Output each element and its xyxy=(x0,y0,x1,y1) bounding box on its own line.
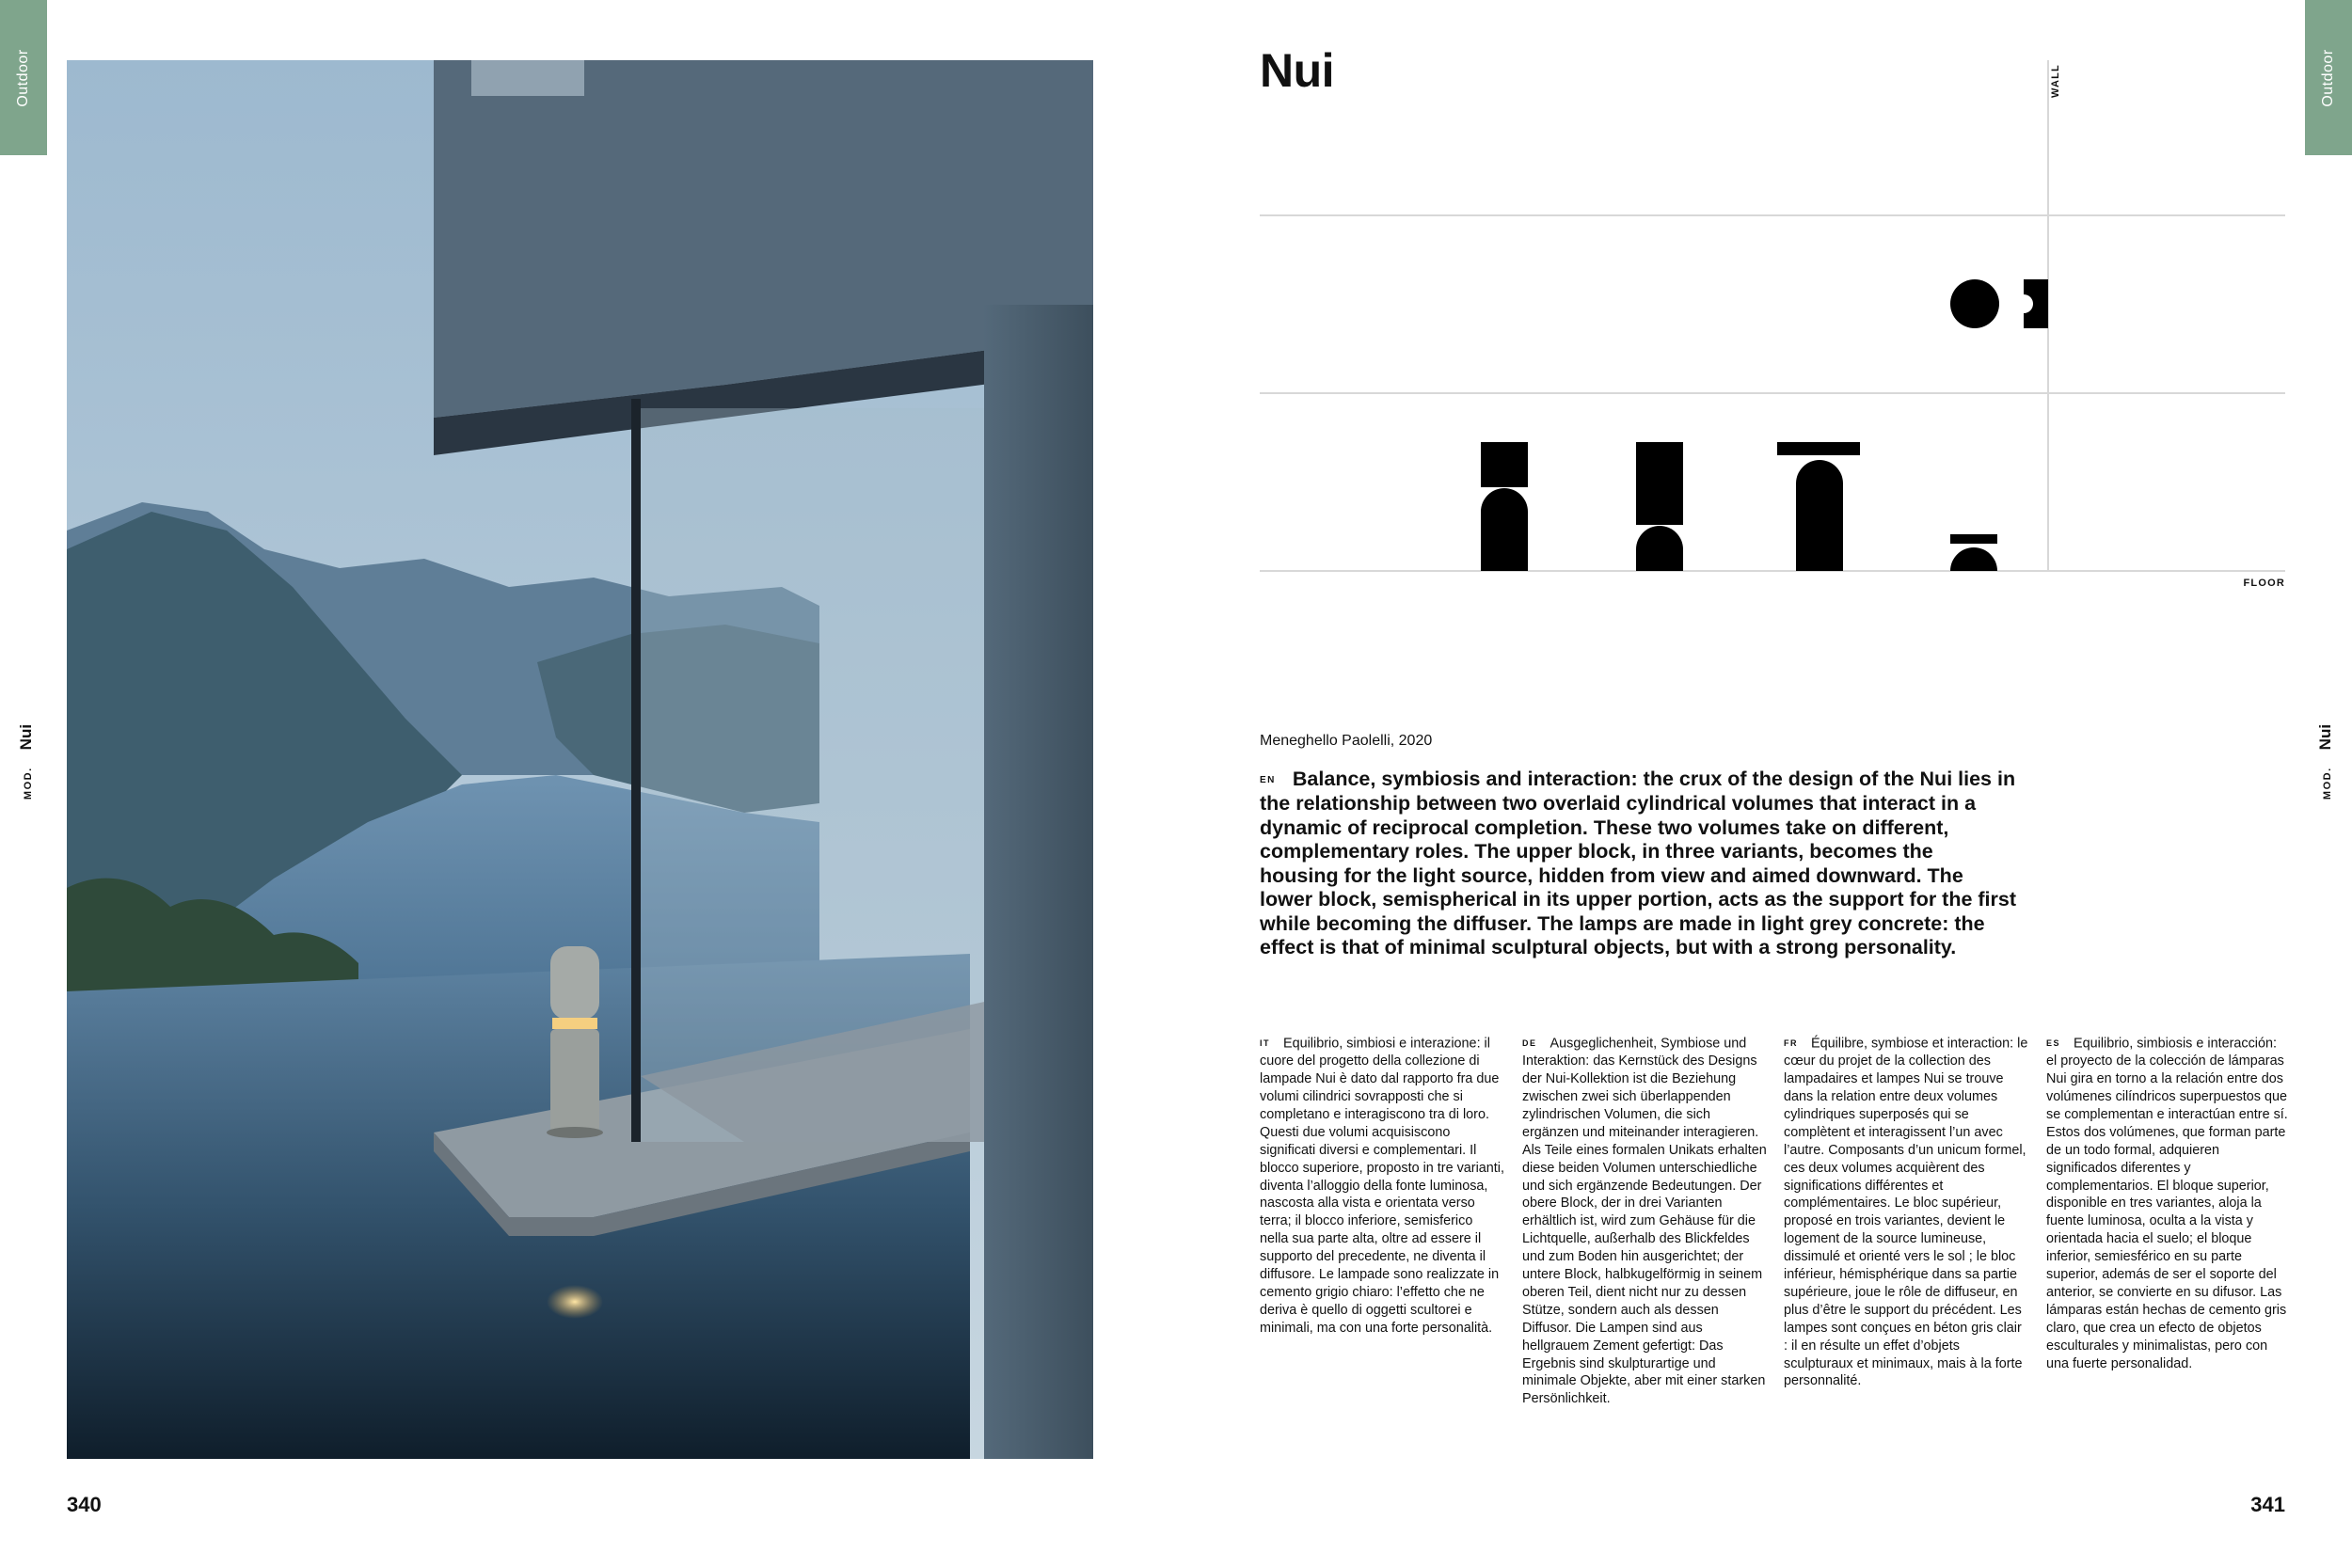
model-name: Nui xyxy=(17,723,35,751)
product-variants-diagram xyxy=(1260,60,2285,596)
wall-lamp-variant xyxy=(1950,279,2048,328)
page-number-right: 341 xyxy=(2250,1493,2285,1516)
lang-tag-es: ES xyxy=(2046,1038,2061,1048)
table-lamp-variant xyxy=(1950,534,1997,571)
floor-lamp-variant-1 xyxy=(1481,442,1528,571)
text-column-it xyxy=(1260,1035,1504,1338)
wall-label: WALL xyxy=(2050,64,2061,98)
model-name: Nui xyxy=(2316,723,2334,751)
column-text-es: Equilibrio, simbiosis e interacción: el proyecto de la colección de lámparas Nui gira en torno a la relación entre dos volúmenes cilíndricos superpuestos que se complementan e interactúan entre sí. Estos dos volúmenes, que forman parte de un todo formal, adquieren significados diferentes y complementarios. El bloque superior, disponible en tres variantes, aloja la fuente luminosa, oculta a la vista y orientada hacia el suelo; el bloque inferior, semiesférico en su parte superior, además de ser el soporte del anterior, se convierte en su difusor. Las lámparas están hechas de cemento gris claro, que crea un efecto de objetos esculturales y minimalistas, pero con una fuerte personalidad. xyxy=(2046,1036,2288,1371)
floor-axis-label: FLOOR xyxy=(2243,578,2285,589)
text-column-es xyxy=(2046,1035,2291,1372)
lamp-photo xyxy=(67,60,1093,1459)
model-marker-right xyxy=(2307,705,2344,818)
lead-text: Balance, symbiosis and interaction: the crux of the design of the Nui lies in the relationship between two overlaid cylindrical volumes that interact in a dynamic of reciprocal completion. These two volumes take on different, complementary roles. The upper block, in three variants, becomes the housing for the light source, hidden from view and aimed downward. The lower block, semispherical in its upper portion, acts as the support for the first while becoming the diffuser. The lamps are made in light grey concrete: the effect is that of minimal sculptural objects, but with a strong personality. xyxy=(1260,768,2017,959)
mod-label: MOD. xyxy=(23,767,34,800)
lang-tag-en: EN xyxy=(1260,774,1276,785)
wall-axis-label xyxy=(2050,60,2069,98)
text-column-de xyxy=(1522,1035,1767,1408)
column-text-it: Equilibrio, simbiosi e interazione: il cuore del progetto della collezione di lampade Nui è dato dal rapporto fra due volumi cilindrici sovrapposti che si completano e interagiscono tra di loro. Questi due volumi acquisiscono significati diversi e complementari. Il blocco superiore, proposto in tre varianti, diventa l’alloggio della fonte luminosa, nascosta alla vista e orientata verso terra; il blocco inferiore, semisferico nella sua parte alta, oltre ad essere il supporto del precedente, ne diventa il diffusore. Le lampade sono realizzate in cemento grigio chiaro: l’effetto che ne deriva è quello di oggetti scultorei e minimali, ma con una forte personalità. xyxy=(1260,1036,1504,1336)
section-label: Outdoor xyxy=(2320,48,2336,107)
lang-tag-de: DE xyxy=(1522,1038,1537,1048)
column-text-fr: Équilibre, symbiose et interaction: le cœur du projet de la collection des lampadaires et lampes Nui se trouve dans la relation entre deux volumes cylindriques superposés qui se complètent et interagissent l’un avec l’autre. Composants d’un unicum formel, ces deux volumes acquièrent des significations différentes et complémentaires. Le bloc supérieur, proposé en trois variantes, devient le logement de la source lumineuse, dissimulé et orienté vers le sol ; le bloc inférieur, hémisphérique dans sa partie supérieure, joue le rôle de diffuseur, en plus d’être le support du précédent. Les lampes sont conçues en béton gris clair : il en résulte un effet d’objets sculpturaux et minimaux, mais à la forte personnalité. xyxy=(1784,1036,2028,1389)
lang-tag-it: IT xyxy=(1260,1038,1270,1048)
column-text-de: Ausgeglichenheit, Symbiose und Interaktion: das Kernstück des Designs der Nui-Kollektion ist die Beziehung zwischen zwei sich überlappenden zylindrischen Volumen, die sich ergänzen und miteinander interagieren. Als Teile eines formalen Unikats erhalten diese beiden Volumen unterschiedliche und sich ergänzende Bedeutungen. Der obere Block, der in drei Varianten erhältlich ist, wird zum Gehäuse für die Lichtquelle, außerhalb des Blickfeldes und zum Boden hin ausgerichtet; der untere Block, halbkugelförmig in seinem oberen Teil, dient nicht nur zu dessen Stütze, sondern auch als dessen Diffusor. Die Lampen sind aus hellgrauem Zement gefertigt: Das Ergebnis sind skulpturartige und minimale Objekte, aber mit einer starken Persönlichkeit. xyxy=(1522,1036,1767,1407)
section-tab-left xyxy=(0,0,47,155)
page-number-left: 340 xyxy=(67,1493,102,1516)
floor-lamp-variant-2 xyxy=(1636,442,1683,571)
lead-paragraph-en xyxy=(1260,768,2017,960)
page-title: Nui xyxy=(1260,44,1335,97)
section-label: Outdoor xyxy=(15,48,31,107)
model-marker-left xyxy=(8,705,45,818)
designer-credit: Meneghello Paolelli, 2020 xyxy=(1260,733,1433,749)
section-tab-right xyxy=(2305,0,2352,155)
mod-label: MOD. xyxy=(2322,767,2333,800)
text-column-fr xyxy=(1784,1035,2028,1390)
floor-lamp-variant-3 xyxy=(1777,442,1860,571)
lang-tag-fr: FR xyxy=(1784,1038,1798,1048)
